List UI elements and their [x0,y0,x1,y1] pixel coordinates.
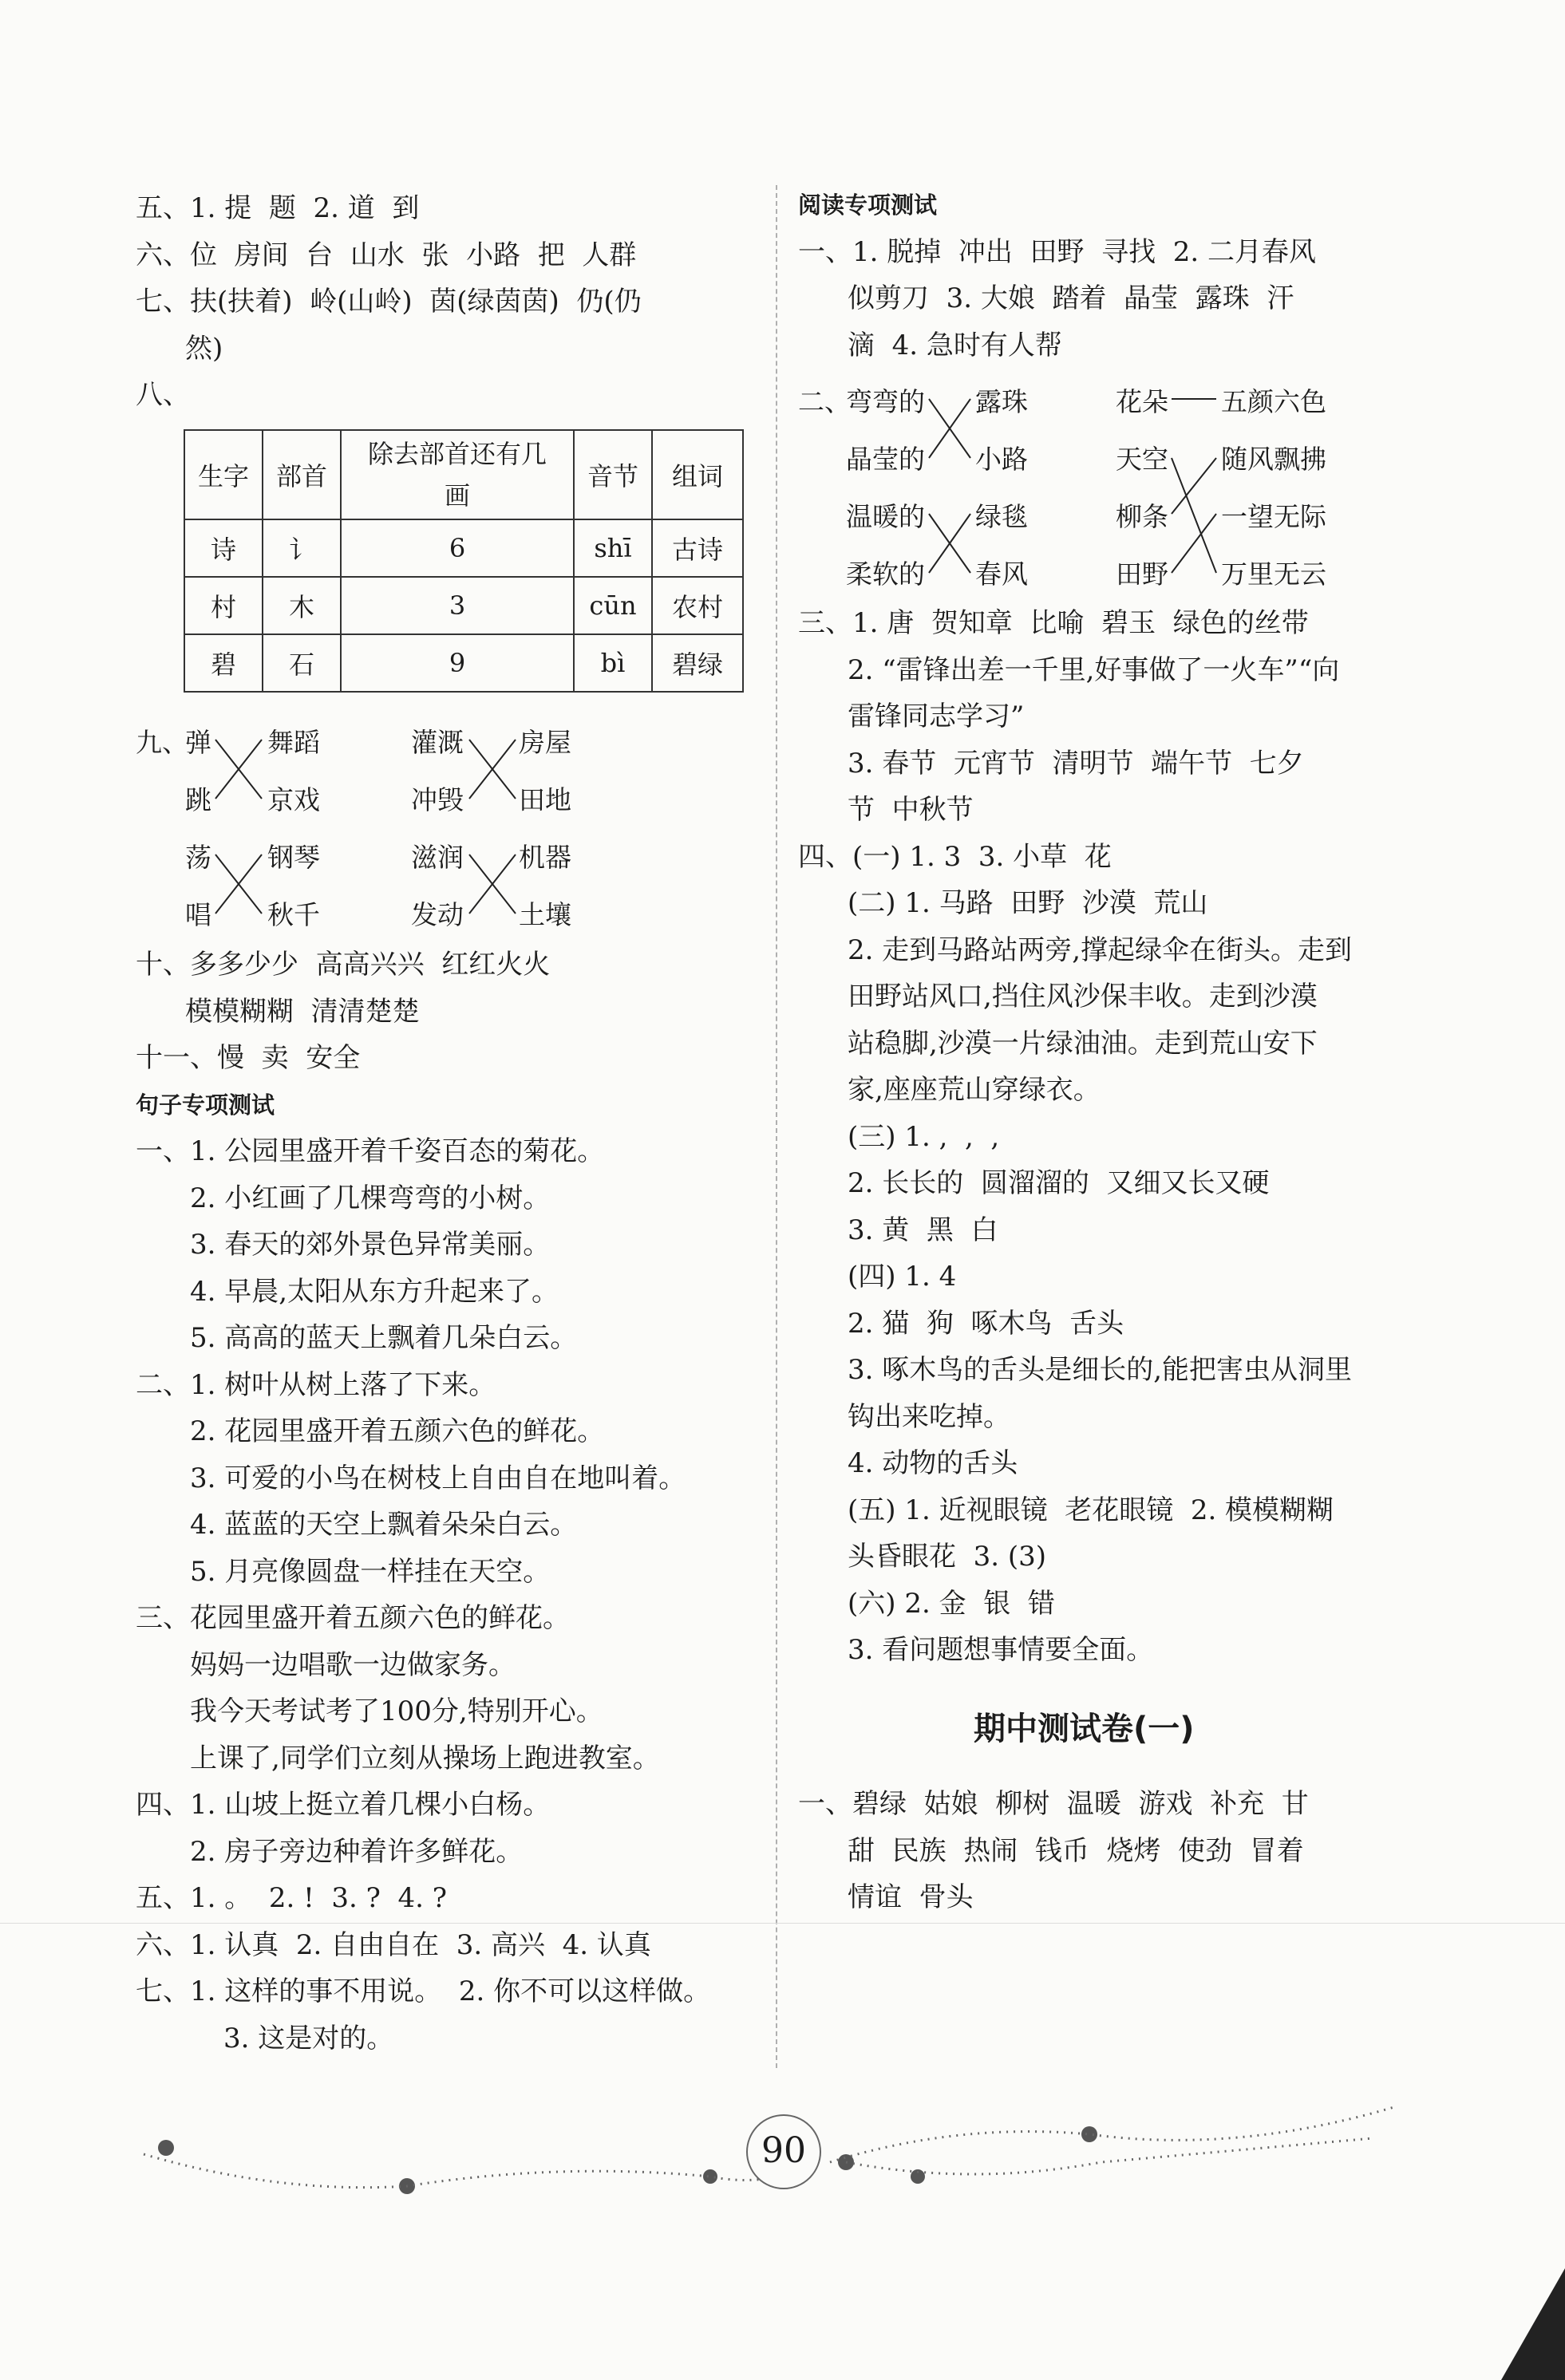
answer-line: 4. 蓝蓝的天空上飘着朵朵白云。 [190,1509,578,1541]
answer-line: 六、1. 认真 2. 自由自在 3. 高兴 4. 认真 [136,1928,651,1961]
left-column-lower [136,941,742,2062]
answer-line: 2. 猫 狗 啄木鸟 舌头 [848,1307,1124,1340]
match-word: 灌溉 [411,727,464,758]
answer-line: 3. 春节 元宵节 清明节 端午节 七夕 [848,747,1304,780]
match-word: 荡 [185,842,211,873]
match-word: 随风飘拂 [1221,444,1326,475]
answer-line: 情谊 骨头 [848,1881,974,1913]
match-word: 冲毁 [411,784,464,815]
answer-line: (二) 1. 马路 田野 沙漠 荒山 [848,887,1208,919]
answer-line: 2. 小红画了几棵弯弯的小树。 [190,1182,551,1214]
answer-line: 模模糊糊 清清楚楚 [185,995,420,1028]
answer-line: 五、1. 提 题 2. 道 到 [136,192,420,224]
match-word: 绿毯 [975,501,1028,532]
table-header: 组词 [652,430,743,519]
answer-line: 一、1. 公园里盛开着千姿百态的菊花。 [136,1135,605,1167]
answer-line: 3. 黄 黑 白 [848,1214,998,1246]
answer-line: 似剪刀 3. 大娘 踏着 晶莹 露珠 汗 [848,282,1294,314]
match-word: 钢琴 [267,842,320,873]
table-cell: bì [574,634,652,692]
corner-tab [1501,2268,1565,2380]
table-header: 部首 [263,430,341,519]
match-word: 秋千 [267,899,320,930]
section-heading: 句子专项测试 [136,1091,275,1119]
matching-two [798,381,1405,589]
match-label: 二、 [798,386,851,417]
match-word: 晶莹的 [846,444,925,475]
match-word: 五颜六色 [1221,386,1326,417]
answer-line: 一、碧绿 姑娘 柳树 温暖 游戏 补充 甘 [798,1788,1309,1820]
table-cell: 6 [341,519,574,577]
match-label: 九、 [136,727,188,758]
answer-line: 七、1. 这样的事不用说。 2. 你不可以这样做。 [136,1975,711,2007]
table-cell: 村 [184,577,263,634]
answer-line: 5. 高高的蓝天上飘着几朵白云。 [190,1322,578,1354]
answer-line: 八、 [136,379,190,411]
match-word: 京戏 [267,784,320,815]
match-word: 小路 [975,444,1028,475]
answer-line: 甜 民族 热闹 钱币 烧烤 使劲 冒着 [848,1834,1304,1867]
character-table [184,429,744,693]
answer-line: 2. 走到马路站两旁,撑起绿伞在街头。走到 [848,933,1353,966]
match-word: 温暖的 [846,501,925,532]
answer-line: 头昏眼花 3. (3) [848,1541,1047,1573]
match-word: 柔软的 [846,558,925,590]
table-cell: 石 [263,634,341,692]
match-word: 滋润 [411,842,464,873]
match-word: 天空 [1116,444,1168,475]
match-word: 一望无际 [1221,501,1326,532]
answer-line: 我今天考试考了100分,特别开心。 [190,1695,603,1727]
match-word: 弯弯的 [846,386,925,417]
match-word: 田野 [1116,558,1168,590]
matching-nine [136,722,742,930]
table-cell: shī [574,519,652,577]
match-word: 土壤 [519,899,571,930]
answer-line: 滴 4. 急时有人帮 [848,329,1062,361]
table-cell: 讠 [263,519,341,577]
match-word: 舞蹈 [267,727,320,758]
right-column-lower [798,600,1405,1674]
answer-line: 2. 花园里盛开着五颜六色的鲜花。 [190,1415,605,1447]
answer-line: 2. 房子旁边种着许多鲜花。 [190,1835,524,1868]
table-cell: 碧绿 [652,634,743,692]
answer-line: 上课了,同学们立刻从操场上跑进教室。 [190,1742,660,1774]
answer-line: 四、1. 山坡上挺立着几棵小白杨。 [136,1789,551,1821]
answer-line: 3. 啄木鸟的舌头是细长的,能把害虫从洞里 [848,1354,1353,1386]
table-cell: 碧 [184,634,263,692]
answer-line: 家,座座荒山穿绿衣。 [848,1074,1101,1106]
answer-line: 三、1. 唐 贺知章 比喻 碧玉 绿色的丝带 [798,607,1309,639]
exam-title: 期中测试卷(一) [974,1711,1195,1747]
match-lines [136,722,742,930]
left-column [136,185,742,419]
answer-line: 3. 这是对的。 [223,2022,394,2054]
answer-line: 2. 长长的 圆溜溜的 又细又长又硬 [848,1167,1270,1199]
answer-line: 田野站风口,挡住风沙保丰收。走到沙漠 [848,981,1318,1012]
table-cell: 3 [341,577,574,634]
answer-line: 二、1. 树叶从树上落了下来。 [136,1368,496,1401]
match-word: 跳 [185,784,211,815]
match-word: 花朵 [1116,386,1168,417]
table-cell: 农村 [652,577,743,634]
answer-line: (三) 1. , , , [848,1120,1000,1153]
column-divider [776,185,777,2068]
match-word: 田地 [519,784,571,815]
answer-line: 节 中秋节 [848,794,974,826]
answer-line: 五、1. 。 2. ! 3. ? 4. ? [136,1882,447,1914]
answer-line: 十、多多少少 高高兴兴 红红火火 [136,949,551,981]
answer-line: 3. 看问题想事情要全面。 [848,1634,1154,1666]
answer-line: 十一、慢 卖 安全 [136,1042,361,1074]
answer-line: 5. 月亮像圆盘一样挂在天空。 [190,1555,551,1588]
answer-line: (四) 1. 4 [848,1261,957,1293]
answer-line: 三、花园里盛开着五颜六色的鲜花。 [136,1602,570,1634]
answer-line: 4. 早晨,太阳从东方升起来了。 [190,1275,559,1308]
answer-line: 雷锋同志学习” [848,701,1025,732]
answer-line: 2. “雷锋出差一千里,好事做了一火车”“向 [848,653,1340,686]
answer-line: 七、扶(扶着) 岭(山岭) 茵(绿茵茵) 仍(仍 [136,286,642,318]
match-word: 房屋 [519,727,571,758]
table-header: 除去部首还有几画 [341,430,574,519]
section-heading: 阅读专项测试 [798,191,938,219]
table-cell: 9 [341,634,574,692]
answer-line: 然) [185,332,223,365]
answer-line: 妈妈一边唱歌一边做家务。 [190,1648,516,1681]
answer-line: 六、位 房间 台 山水 张 小路 把 人群 [136,239,637,271]
match-word: 露珠 [975,386,1028,417]
match-word: 柳条 [1116,501,1168,532]
table-cell: 木 [263,577,341,634]
exam-answers [798,1781,1405,1921]
answer-line: (六) 2. 金 银 错 [848,1587,1055,1620]
answer-line: 4. 动物的舌头 [848,1447,1018,1479]
match-word: 春风 [975,558,1028,590]
page-number: 90 [746,2114,821,2189]
table-cell: 古诗 [652,519,743,577]
table-header: 音节 [574,430,652,519]
match-word: 机器 [519,842,571,873]
match-lines [798,381,1405,589]
answer-line: 站稳脚,沙漠一片绿油油。走到荒山安下 [848,1027,1318,1060]
table-cell: 诗 [184,519,263,577]
match-word: 万里无云 [1221,558,1326,590]
answer-line: 3. 可爱的小鸟在树枝上自由自在地叫着。 [190,1462,686,1494]
answer-line: 一、1. 脱掉 冲出 田野 寻找 2. 二月春风 [798,235,1316,268]
answer-line: 3. 春天的郊外景色异常美丽。 [190,1229,551,1261]
table-header: 生字 [184,430,263,519]
match-word: 唱 [185,899,211,930]
match-word: 发动 [411,899,464,930]
answer-line: 钩出来吃掉。 [848,1400,1010,1433]
match-word: 弹 [185,727,211,758]
table-cell: cūn [574,577,652,634]
answer-line: (五) 1. 近视眼镜 老花眼镜 2. 模模糊糊 [848,1494,1334,1526]
answer-line: 四、(一) 1. 3 3. 小草 花 [798,840,1112,873]
right-column [798,182,1405,369]
